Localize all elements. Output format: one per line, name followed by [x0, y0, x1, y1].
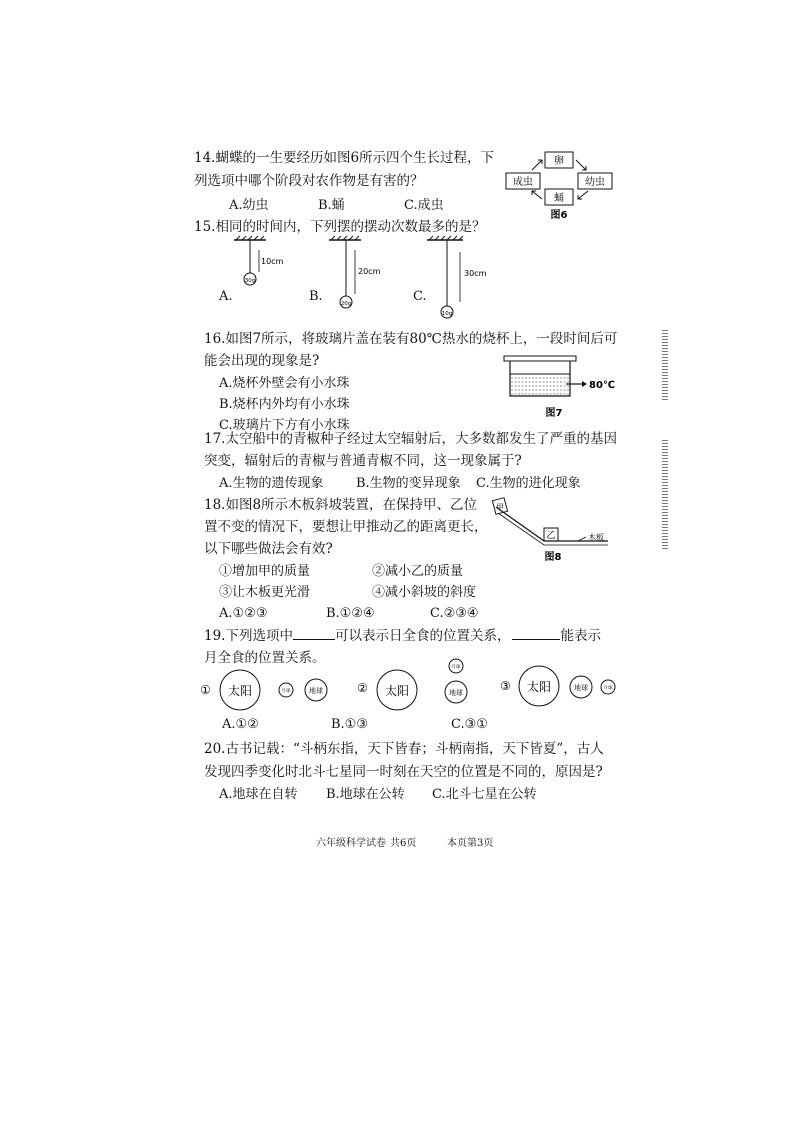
q17-option-b: B.生物的变异现象: [356, 476, 461, 491]
q17-option-a: A.生物的遗传现象: [219, 476, 324, 491]
diagram-3-sun-label: 太阳: [526, 680, 552, 694]
q18-option-a: A.①②③: [219, 606, 268, 621]
q14-option-b: B.蛹: [318, 198, 345, 213]
pendulum-c-length: 30cm: [464, 269, 487, 278]
q18-choice-3: ③让木板更光滑: [219, 585, 311, 600]
q20-option-a: A.地球在自转: [219, 787, 298, 802]
eclipse-diagram-1: [198, 668, 348, 712]
q15-option-b: B.: [309, 289, 323, 304]
q18-option-b: B.①②④: [326, 606, 375, 621]
q20-option-c: C.北斗七星在公转: [432, 787, 537, 802]
scan-edge-mark-top: [662, 330, 668, 400]
q18-option-c: C.②③④: [430, 606, 479, 621]
figure-6-caption: 图6: [550, 210, 568, 221]
board-label: 木板: [588, 533, 604, 542]
q16-option-b: B.烧杯内外均有小水珠: [219, 397, 350, 412]
q15-option-c: C.: [413, 289, 427, 304]
q19-line1-start: 19.下列选项中: [204, 628, 293, 644]
q19-option-b: B.①③: [331, 717, 368, 732]
pendulum-b-mass: 20g: [340, 301, 352, 307]
lifecycle-larva-label: 幼虫: [585, 177, 605, 188]
q15-line1: 15.相同的时间内，下列摆的摆动次数最多的是？: [194, 219, 486, 235]
q16-option-a: A.烧杯外壁会有小水珠: [219, 376, 350, 391]
figure-6-butterfly-lifecycle: [500, 150, 618, 220]
eclipse-diagram-3: [498, 664, 628, 710]
diagram-1-number: ①: [200, 683, 211, 697]
q19-line1: [204, 630, 601, 644]
block-jia-label: 甲: [496, 503, 504, 512]
q14-option-a: A.幼虫: [229, 198, 269, 213]
footer-page-number: 本页第3页: [447, 838, 494, 849]
q19-blank-1: [293, 639, 335, 640]
q14-line1: 14.蝴蝶的一生要经历如图6所示四个生长过程，下: [194, 150, 495, 166]
q19-option-a: A.①②: [222, 717, 259, 732]
diagram-3-earth-label: 地球: [574, 684, 588, 692]
q17-line2: 突变，辐射后的青椒与普通青椒不同，这一现象属于?: [204, 453, 522, 469]
pendulum-c-mass: 10g: [441, 311, 453, 317]
q19-option-c: C.③①: [451, 717, 488, 732]
diagram-2-number: ②: [357, 681, 368, 695]
pendulum-a-length: 10cm: [261, 257, 284, 266]
pendulum-c: [425, 236, 497, 324]
glass-plate: [504, 356, 576, 361]
diagram-2-earth-label: 地球: [449, 689, 463, 697]
q18-line2: 置不变的情况下，要想让甲推动乙的距离更长，: [204, 519, 488, 535]
lifecycle-egg-label: 卵: [554, 156, 564, 167]
q20-option-b: B.地球在公转: [326, 787, 405, 802]
beaker: [510, 361, 570, 396]
q14-line2: 列选项中哪个阶段对农作物是有害的？: [194, 173, 424, 189]
q17-option-c: C.生物的进化现象: [476, 476, 581, 491]
q14-option-c: C.成虫: [404, 198, 444, 213]
q18-choice-4: ④减小斜坡的斜度: [372, 585, 477, 600]
q18-line1: 18.如图8所示木板斜坡装置，在保持甲、乙位: [204, 497, 478, 513]
diagram-2-sun-label: 太阳: [384, 684, 410, 698]
q16-option-c: C.玻璃片下方有小水珠: [219, 418, 350, 433]
lifecycle-pupa-label: 蛹: [554, 193, 564, 204]
q19-blank-2: [512, 639, 560, 640]
q19-line1-middle: 可以表示日全食的位置关系，: [334, 628, 511, 644]
figure-8-caption: 图8: [544, 552, 562, 563]
q16-line1: 16.如图7所示，将玻璃片盖在装有80℃热水的烧杯上，一段时间后可: [204, 331, 618, 347]
q19-line2: 月全食的位置关系。: [204, 650, 326, 666]
figure-8-ramp: [490, 497, 620, 565]
pendulum-b: [327, 236, 397, 312]
q16-line2: 能会出现的现象是?: [204, 353, 320, 369]
diagram-3-number: ③: [500, 679, 511, 693]
q15-option-a: A.: [219, 289, 233, 304]
q18-choice-2: ②减小乙的质量: [372, 564, 464, 579]
q19-line1-end: 能表示: [560, 628, 601, 644]
footer-total-pages: 共6页: [390, 838, 417, 849]
eclipse-diagram-2: [355, 658, 485, 714]
q17-line1: 17.太空船中的青椒种子经过太空辐射后，大多数都发生了严重的基因: [204, 431, 617, 447]
diagram-2-moon-label: 月球: [451, 665, 461, 670]
diagram-3-moon-label: 月球: [603, 686, 613, 691]
pendulum-a: [232, 236, 302, 296]
lifecycle-adult-label: 成虫: [513, 177, 533, 188]
scan-edge-mark-bottom: [662, 440, 668, 550]
q18-line3: 以下哪些做法会有效?: [204, 541, 333, 557]
block-yi-label: 乙: [546, 531, 556, 541]
diagram-1-earth-label: 地球: [309, 687, 323, 695]
figure-7-beaker: [500, 354, 620, 422]
pendulum-a-mass: 30g: [244, 278, 256, 284]
q18-choice-1: ①增加甲的质量: [219, 564, 311, 579]
diagram-1-moon-label: 月球: [281, 689, 291, 694]
footer-subject: 六年级科学试卷: [316, 838, 386, 849]
q20-line2: 发现四季变化时北斗七星同一时刻在天空的位置是不同的，原因是?: [204, 764, 603, 780]
diagram-1-sun-label: 太阳: [227, 684, 253, 698]
q20-line1: 20.古书记载：“斗柄东指，天下皆春；斗柄南指，天下皆夏”，古人: [204, 741, 604, 757]
figure-7-caption: 图7: [545, 408, 563, 419]
pendulum-b-length: 20cm: [358, 267, 381, 276]
water-temperature: 80℃: [589, 380, 616, 391]
